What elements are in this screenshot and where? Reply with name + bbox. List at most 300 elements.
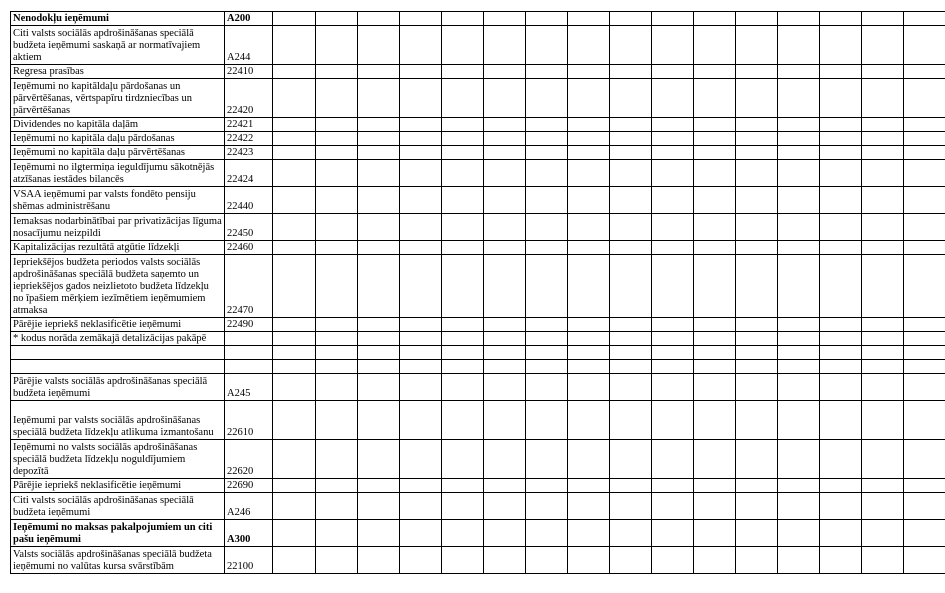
empty-cell[interactable] bbox=[568, 493, 610, 520]
empty-cell[interactable] bbox=[820, 440, 862, 479]
empty-cell[interactable] bbox=[316, 118, 358, 132]
empty-cell[interactable] bbox=[273, 520, 316, 547]
empty-cell[interactable] bbox=[526, 401, 568, 440]
empty-cell[interactable] bbox=[273, 187, 316, 214]
empty-cell[interactable] bbox=[316, 146, 358, 160]
empty-cell[interactable] bbox=[526, 26, 568, 65]
empty-cell[interactable] bbox=[736, 346, 778, 360]
row-code-cell[interactable]: A246 bbox=[225, 493, 273, 520]
empty-cell[interactable] bbox=[526, 118, 568, 132]
empty-cell[interactable] bbox=[862, 79, 904, 118]
empty-cell[interactable] bbox=[652, 318, 694, 332]
empty-cell[interactable] bbox=[358, 346, 400, 360]
empty-cell[interactable] bbox=[316, 440, 358, 479]
empty-cell[interactable] bbox=[862, 146, 904, 160]
empty-cell[interactable] bbox=[316, 214, 358, 241]
empty-cell[interactable] bbox=[778, 479, 820, 493]
empty-cell[interactable] bbox=[442, 255, 484, 318]
empty-cell[interactable] bbox=[778, 374, 820, 401]
empty-cell[interactable] bbox=[610, 401, 652, 440]
empty-cell[interactable] bbox=[820, 493, 862, 520]
empty-cell[interactable] bbox=[273, 118, 316, 132]
empty-cell[interactable] bbox=[316, 160, 358, 187]
empty-cell[interactable] bbox=[568, 241, 610, 255]
row-code-cell[interactable]: A300 bbox=[225, 520, 273, 547]
empty-cell[interactable] bbox=[904, 187, 945, 214]
empty-cell[interactable] bbox=[820, 479, 862, 493]
empty-cell[interactable] bbox=[484, 255, 526, 318]
empty-cell[interactable] bbox=[694, 160, 736, 187]
empty-cell[interactable] bbox=[694, 440, 736, 479]
empty-cell[interactable] bbox=[736, 26, 778, 65]
row-code-cell[interactable]: 22690 bbox=[225, 479, 273, 493]
empty-cell[interactable] bbox=[736, 479, 778, 493]
empty-cell[interactable] bbox=[862, 132, 904, 146]
empty-cell[interactable] bbox=[610, 187, 652, 214]
empty-cell[interactable] bbox=[652, 332, 694, 346]
empty-cell[interactable] bbox=[610, 440, 652, 479]
empty-cell[interactable] bbox=[316, 401, 358, 440]
empty-cell[interactable] bbox=[862, 374, 904, 401]
empty-cell[interactable] bbox=[484, 479, 526, 493]
empty-cell[interactable] bbox=[273, 360, 316, 374]
empty-cell[interactable] bbox=[694, 26, 736, 65]
row-code-cell[interactable]: 22420 bbox=[225, 79, 273, 118]
empty-cell[interactable] bbox=[610, 255, 652, 318]
row-code-cell[interactable]: A200 bbox=[225, 12, 273, 26]
row-code-cell[interactable]: 22100 bbox=[225, 547, 273, 574]
empty-cell[interactable] bbox=[652, 547, 694, 574]
empty-cell[interactable] bbox=[442, 214, 484, 241]
empty-cell[interactable] bbox=[862, 547, 904, 574]
empty-cell[interactable] bbox=[694, 318, 736, 332]
empty-cell[interactable] bbox=[316, 547, 358, 574]
empty-cell[interactable] bbox=[526, 79, 568, 118]
empty-cell[interactable] bbox=[484, 65, 526, 79]
row-code-cell[interactable]: 22422 bbox=[225, 132, 273, 146]
empty-cell[interactable] bbox=[694, 401, 736, 440]
empty-cell[interactable] bbox=[442, 118, 484, 132]
empty-cell[interactable] bbox=[736, 493, 778, 520]
empty-cell[interactable] bbox=[568, 214, 610, 241]
empty-cell[interactable] bbox=[358, 547, 400, 574]
empty-cell[interactable] bbox=[526, 493, 568, 520]
empty-cell[interactable] bbox=[862, 479, 904, 493]
empty-cell[interactable] bbox=[652, 118, 694, 132]
empty-cell[interactable] bbox=[358, 255, 400, 318]
empty-cell[interactable] bbox=[694, 65, 736, 79]
empty-cell[interactable] bbox=[862, 255, 904, 318]
empty-cell[interactable] bbox=[568, 332, 610, 346]
empty-cell[interactable] bbox=[526, 374, 568, 401]
empty-cell[interactable] bbox=[610, 79, 652, 118]
empty-cell[interactable] bbox=[904, 440, 945, 479]
empty-cell[interactable] bbox=[778, 26, 820, 65]
empty-cell[interactable] bbox=[568, 374, 610, 401]
empty-cell[interactable] bbox=[568, 479, 610, 493]
empty-cell[interactable] bbox=[694, 241, 736, 255]
empty-cell[interactable] bbox=[610, 360, 652, 374]
empty-cell[interactable] bbox=[568, 146, 610, 160]
empty-cell[interactable] bbox=[904, 374, 945, 401]
empty-cell[interactable] bbox=[400, 346, 442, 360]
empty-cell[interactable] bbox=[610, 346, 652, 360]
empty-cell[interactable] bbox=[778, 520, 820, 547]
empty-cell[interactable] bbox=[358, 12, 400, 26]
empty-cell[interactable] bbox=[273, 132, 316, 146]
empty-cell[interactable] bbox=[484, 214, 526, 241]
empty-cell[interactable] bbox=[736, 332, 778, 346]
empty-cell[interactable] bbox=[694, 12, 736, 26]
empty-cell[interactable] bbox=[358, 65, 400, 79]
empty-cell[interactable] bbox=[316, 332, 358, 346]
empty-cell[interactable] bbox=[442, 440, 484, 479]
empty-cell[interactable] bbox=[904, 255, 945, 318]
empty-cell[interactable] bbox=[442, 132, 484, 146]
row-code-cell[interactable] bbox=[225, 346, 273, 360]
row-label-cell[interactable]: Pārējie iepriekš neklasificētie ieņēmumi bbox=[11, 318, 225, 332]
row-code-cell[interactable]: 22460 bbox=[225, 241, 273, 255]
row-label-cell[interactable]: Citi valsts sociālās apdrošināšanas speciālā budžeta ieņēmumi saskaņā ar normatīvajiem aktiem bbox=[11, 26, 225, 65]
empty-cell[interactable] bbox=[862, 493, 904, 520]
empty-cell[interactable] bbox=[694, 346, 736, 360]
empty-cell[interactable] bbox=[273, 374, 316, 401]
empty-cell[interactable] bbox=[442, 401, 484, 440]
empty-cell[interactable] bbox=[526, 255, 568, 318]
empty-cell[interactable] bbox=[484, 520, 526, 547]
row-label-cell[interactable]: Kapitalizācijas rezultātā atgūtie līdzekļi bbox=[11, 241, 225, 255]
empty-cell[interactable] bbox=[358, 318, 400, 332]
row-label-cell[interactable]: * kodus norāda zemākajā detalizācijas pakāpē bbox=[11, 332, 225, 346]
empty-cell[interactable] bbox=[610, 146, 652, 160]
empty-cell[interactable] bbox=[862, 65, 904, 79]
empty-cell[interactable] bbox=[778, 132, 820, 146]
empty-cell[interactable] bbox=[273, 146, 316, 160]
empty-cell[interactable] bbox=[400, 332, 442, 346]
empty-cell[interactable] bbox=[862, 520, 904, 547]
empty-cell[interactable] bbox=[652, 346, 694, 360]
empty-cell[interactable] bbox=[400, 374, 442, 401]
empty-cell[interactable] bbox=[694, 214, 736, 241]
empty-cell[interactable] bbox=[273, 547, 316, 574]
empty-cell[interactable] bbox=[442, 374, 484, 401]
row-label-cell[interactable] bbox=[11, 346, 225, 360]
empty-cell[interactable] bbox=[652, 79, 694, 118]
empty-cell[interactable] bbox=[526, 479, 568, 493]
empty-cell[interactable] bbox=[610, 332, 652, 346]
empty-cell[interactable] bbox=[484, 360, 526, 374]
empty-cell[interactable] bbox=[358, 374, 400, 401]
empty-cell[interactable] bbox=[820, 12, 862, 26]
empty-cell[interactable] bbox=[358, 146, 400, 160]
empty-cell[interactable] bbox=[778, 79, 820, 118]
empty-cell[interactable] bbox=[904, 360, 945, 374]
empty-cell[interactable] bbox=[652, 187, 694, 214]
empty-cell[interactable] bbox=[526, 160, 568, 187]
empty-cell[interactable] bbox=[484, 332, 526, 346]
empty-cell[interactable] bbox=[862, 214, 904, 241]
empty-cell[interactable] bbox=[442, 493, 484, 520]
empty-cell[interactable] bbox=[358, 214, 400, 241]
empty-cell[interactable] bbox=[442, 160, 484, 187]
empty-cell[interactable] bbox=[820, 65, 862, 79]
empty-cell[interactable] bbox=[610, 520, 652, 547]
empty-cell[interactable] bbox=[610, 214, 652, 241]
empty-cell[interactable] bbox=[652, 12, 694, 26]
empty-cell[interactable] bbox=[904, 346, 945, 360]
empty-cell[interactable] bbox=[652, 401, 694, 440]
empty-cell[interactable] bbox=[273, 160, 316, 187]
empty-cell[interactable] bbox=[862, 360, 904, 374]
empty-cell[interactable] bbox=[400, 26, 442, 65]
empty-cell[interactable] bbox=[442, 520, 484, 547]
empty-cell[interactable] bbox=[568, 65, 610, 79]
empty-cell[interactable] bbox=[610, 374, 652, 401]
row-label-cell[interactable]: Nenodokļu ieņēmumi bbox=[11, 12, 225, 26]
empty-cell[interactable] bbox=[568, 318, 610, 332]
empty-cell[interactable] bbox=[400, 479, 442, 493]
empty-cell[interactable] bbox=[316, 26, 358, 65]
empty-cell[interactable] bbox=[610, 479, 652, 493]
empty-cell[interactable] bbox=[442, 360, 484, 374]
empty-cell[interactable] bbox=[442, 65, 484, 79]
empty-cell[interactable] bbox=[273, 318, 316, 332]
empty-cell[interactable] bbox=[400, 65, 442, 79]
empty-cell[interactable] bbox=[862, 318, 904, 332]
empty-cell[interactable] bbox=[568, 346, 610, 360]
empty-cell[interactable] bbox=[316, 318, 358, 332]
empty-cell[interactable] bbox=[400, 547, 442, 574]
empty-cell[interactable] bbox=[904, 146, 945, 160]
empty-cell[interactable] bbox=[652, 374, 694, 401]
empty-cell[interactable] bbox=[358, 520, 400, 547]
empty-cell[interactable] bbox=[778, 65, 820, 79]
empty-cell[interactable] bbox=[273, 255, 316, 318]
empty-cell[interactable] bbox=[568, 401, 610, 440]
empty-cell[interactable] bbox=[862, 26, 904, 65]
empty-cell[interactable] bbox=[358, 360, 400, 374]
empty-cell[interactable] bbox=[820, 79, 862, 118]
empty-cell[interactable] bbox=[316, 346, 358, 360]
empty-cell[interactable] bbox=[484, 26, 526, 65]
row-label-cell[interactable]: VSAA ieņēmumi par valsts fondēto pensiju shēmas administrēšanu bbox=[11, 187, 225, 214]
empty-cell[interactable] bbox=[820, 401, 862, 440]
empty-cell[interactable] bbox=[442, 318, 484, 332]
empty-cell[interactable] bbox=[904, 132, 945, 146]
row-label-cell[interactable]: Iemaksas nodarbinātībai par privatizācijas līguma nosacījumu neizpildi bbox=[11, 214, 225, 241]
empty-cell[interactable] bbox=[652, 65, 694, 79]
empty-cell[interactable] bbox=[904, 214, 945, 241]
empty-cell[interactable] bbox=[273, 440, 316, 479]
empty-cell[interactable] bbox=[568, 26, 610, 65]
empty-cell[interactable] bbox=[736, 318, 778, 332]
empty-cell[interactable] bbox=[610, 12, 652, 26]
empty-cell[interactable] bbox=[526, 132, 568, 146]
empty-cell[interactable] bbox=[484, 187, 526, 214]
empty-cell[interactable] bbox=[568, 79, 610, 118]
empty-cell[interactable] bbox=[358, 118, 400, 132]
empty-cell[interactable] bbox=[442, 187, 484, 214]
row-label-cell[interactable]: Ieņēmumi no kapitāla daļu pārvērtēšanas bbox=[11, 146, 225, 160]
empty-cell[interactable] bbox=[694, 255, 736, 318]
empty-cell[interactable] bbox=[442, 241, 484, 255]
empty-cell[interactable] bbox=[526, 318, 568, 332]
empty-cell[interactable] bbox=[862, 241, 904, 255]
empty-cell[interactable] bbox=[400, 493, 442, 520]
empty-cell[interactable] bbox=[526, 146, 568, 160]
empty-cell[interactable] bbox=[526, 520, 568, 547]
row-code-cell[interactable] bbox=[225, 360, 273, 374]
empty-cell[interactable] bbox=[778, 187, 820, 214]
empty-cell[interactable] bbox=[736, 241, 778, 255]
empty-cell[interactable] bbox=[862, 346, 904, 360]
empty-cell[interactable] bbox=[694, 332, 736, 346]
empty-cell[interactable] bbox=[736, 374, 778, 401]
empty-cell[interactable] bbox=[273, 401, 316, 440]
empty-cell[interactable] bbox=[568, 440, 610, 479]
empty-cell[interactable] bbox=[400, 401, 442, 440]
empty-cell[interactable] bbox=[820, 520, 862, 547]
empty-cell[interactable] bbox=[400, 187, 442, 214]
row-label-cell[interactable]: Pārējie iepriekš neklasificētie ieņēmumi bbox=[11, 479, 225, 493]
row-code-cell[interactable]: A244 bbox=[225, 26, 273, 65]
empty-cell[interactable] bbox=[820, 346, 862, 360]
empty-cell[interactable] bbox=[400, 241, 442, 255]
empty-cell[interactable] bbox=[273, 26, 316, 65]
empty-cell[interactable] bbox=[484, 401, 526, 440]
empty-cell[interactable] bbox=[273, 332, 316, 346]
empty-cell[interactable] bbox=[568, 187, 610, 214]
empty-cell[interactable] bbox=[778, 493, 820, 520]
empty-cell[interactable] bbox=[904, 79, 945, 118]
empty-cell[interactable] bbox=[358, 79, 400, 118]
empty-cell[interactable] bbox=[652, 493, 694, 520]
row-code-cell[interactable]: 22620 bbox=[225, 440, 273, 479]
empty-cell[interactable] bbox=[442, 79, 484, 118]
empty-cell[interactable] bbox=[400, 255, 442, 318]
empty-cell[interactable] bbox=[400, 146, 442, 160]
empty-cell[interactable] bbox=[904, 160, 945, 187]
empty-cell[interactable] bbox=[358, 187, 400, 214]
empty-cell[interactable] bbox=[358, 241, 400, 255]
empty-cell[interactable] bbox=[652, 132, 694, 146]
empty-cell[interactable] bbox=[778, 255, 820, 318]
empty-cell[interactable] bbox=[273, 214, 316, 241]
empty-cell[interactable] bbox=[400, 79, 442, 118]
empty-cell[interactable] bbox=[778, 160, 820, 187]
empty-cell[interactable] bbox=[610, 65, 652, 79]
empty-cell[interactable] bbox=[316, 520, 358, 547]
empty-cell[interactable] bbox=[400, 318, 442, 332]
empty-cell[interactable] bbox=[778, 214, 820, 241]
row-code-cell[interactable]: 22410 bbox=[225, 65, 273, 79]
empty-cell[interactable] bbox=[442, 26, 484, 65]
empty-cell[interactable] bbox=[862, 401, 904, 440]
row-label-cell[interactable]: Iepriekšējos budžeta periodos valsts sociālās apdrošināšanas speciālā budžeta saņemto un iepriekšējos gados neizlietoto budžeta līdzekļu no īpašiem mērķiem iezīmētiem ieņēmumiem atmaksa bbox=[11, 255, 225, 318]
empty-cell[interactable] bbox=[736, 79, 778, 118]
empty-cell[interactable] bbox=[358, 479, 400, 493]
empty-cell[interactable] bbox=[484, 241, 526, 255]
empty-cell[interactable] bbox=[484, 79, 526, 118]
empty-cell[interactable] bbox=[736, 160, 778, 187]
empty-cell[interactable] bbox=[316, 360, 358, 374]
empty-cell[interactable] bbox=[316, 493, 358, 520]
row-code-cell[interactable]: 22610 bbox=[225, 401, 273, 440]
empty-cell[interactable] bbox=[526, 332, 568, 346]
empty-cell[interactable] bbox=[862, 440, 904, 479]
empty-cell[interactable] bbox=[610, 118, 652, 132]
row-code-cell[interactable] bbox=[225, 332, 273, 346]
empty-cell[interactable] bbox=[400, 520, 442, 547]
row-code-cell[interactable]: 22470 bbox=[225, 255, 273, 318]
empty-cell[interactable] bbox=[400, 118, 442, 132]
empty-cell[interactable] bbox=[316, 65, 358, 79]
empty-cell[interactable] bbox=[442, 12, 484, 26]
empty-cell[interactable] bbox=[736, 65, 778, 79]
empty-cell[interactable] bbox=[273, 479, 316, 493]
empty-cell[interactable] bbox=[778, 360, 820, 374]
empty-cell[interactable] bbox=[610, 241, 652, 255]
empty-cell[interactable] bbox=[652, 479, 694, 493]
empty-cell[interactable] bbox=[904, 520, 945, 547]
empty-cell[interactable] bbox=[736, 118, 778, 132]
empty-cell[interactable] bbox=[862, 332, 904, 346]
empty-cell[interactable] bbox=[526, 214, 568, 241]
empty-cell[interactable] bbox=[526, 346, 568, 360]
empty-cell[interactable] bbox=[316, 255, 358, 318]
row-code-cell[interactable]: 22450 bbox=[225, 214, 273, 241]
empty-cell[interactable] bbox=[778, 318, 820, 332]
empty-cell[interactable] bbox=[820, 374, 862, 401]
empty-cell[interactable] bbox=[526, 547, 568, 574]
empty-cell[interactable] bbox=[694, 360, 736, 374]
empty-cell[interactable] bbox=[736, 12, 778, 26]
empty-cell[interactable] bbox=[652, 146, 694, 160]
empty-cell[interactable] bbox=[778, 440, 820, 479]
empty-cell[interactable] bbox=[820, 547, 862, 574]
empty-cell[interactable] bbox=[694, 374, 736, 401]
empty-cell[interactable] bbox=[316, 132, 358, 146]
empty-cell[interactable] bbox=[568, 360, 610, 374]
empty-cell[interactable] bbox=[484, 346, 526, 360]
empty-cell[interactable] bbox=[610, 132, 652, 146]
empty-cell[interactable] bbox=[652, 241, 694, 255]
row-label-cell[interactable]: Valsts sociālās apdrošināšanas speciālā budžeta ieņēmumi no valūtas kursa svārstībām bbox=[11, 547, 225, 574]
empty-cell[interactable] bbox=[358, 332, 400, 346]
empty-cell[interactable] bbox=[400, 214, 442, 241]
empty-cell[interactable] bbox=[904, 12, 945, 26]
empty-cell[interactable] bbox=[400, 440, 442, 479]
empty-cell[interactable] bbox=[694, 146, 736, 160]
empty-cell[interactable] bbox=[820, 255, 862, 318]
empty-cell[interactable] bbox=[484, 118, 526, 132]
empty-cell[interactable] bbox=[778, 241, 820, 255]
row-code-cell[interactable]: 22440 bbox=[225, 187, 273, 214]
empty-cell[interactable] bbox=[904, 547, 945, 574]
empty-cell[interactable] bbox=[568, 160, 610, 187]
empty-cell[interactable] bbox=[568, 118, 610, 132]
empty-cell[interactable] bbox=[568, 12, 610, 26]
empty-cell[interactable] bbox=[273, 346, 316, 360]
empty-cell[interactable] bbox=[568, 132, 610, 146]
empty-cell[interactable] bbox=[736, 520, 778, 547]
empty-cell[interactable] bbox=[484, 493, 526, 520]
row-label-cell[interactable]: Pārējie valsts sociālās apdrošināšanas speciālā budžeta ieņēmumi bbox=[11, 374, 225, 401]
empty-cell[interactable] bbox=[736, 255, 778, 318]
empty-cell[interactable] bbox=[694, 493, 736, 520]
empty-cell[interactable] bbox=[358, 440, 400, 479]
empty-cell[interactable] bbox=[484, 374, 526, 401]
